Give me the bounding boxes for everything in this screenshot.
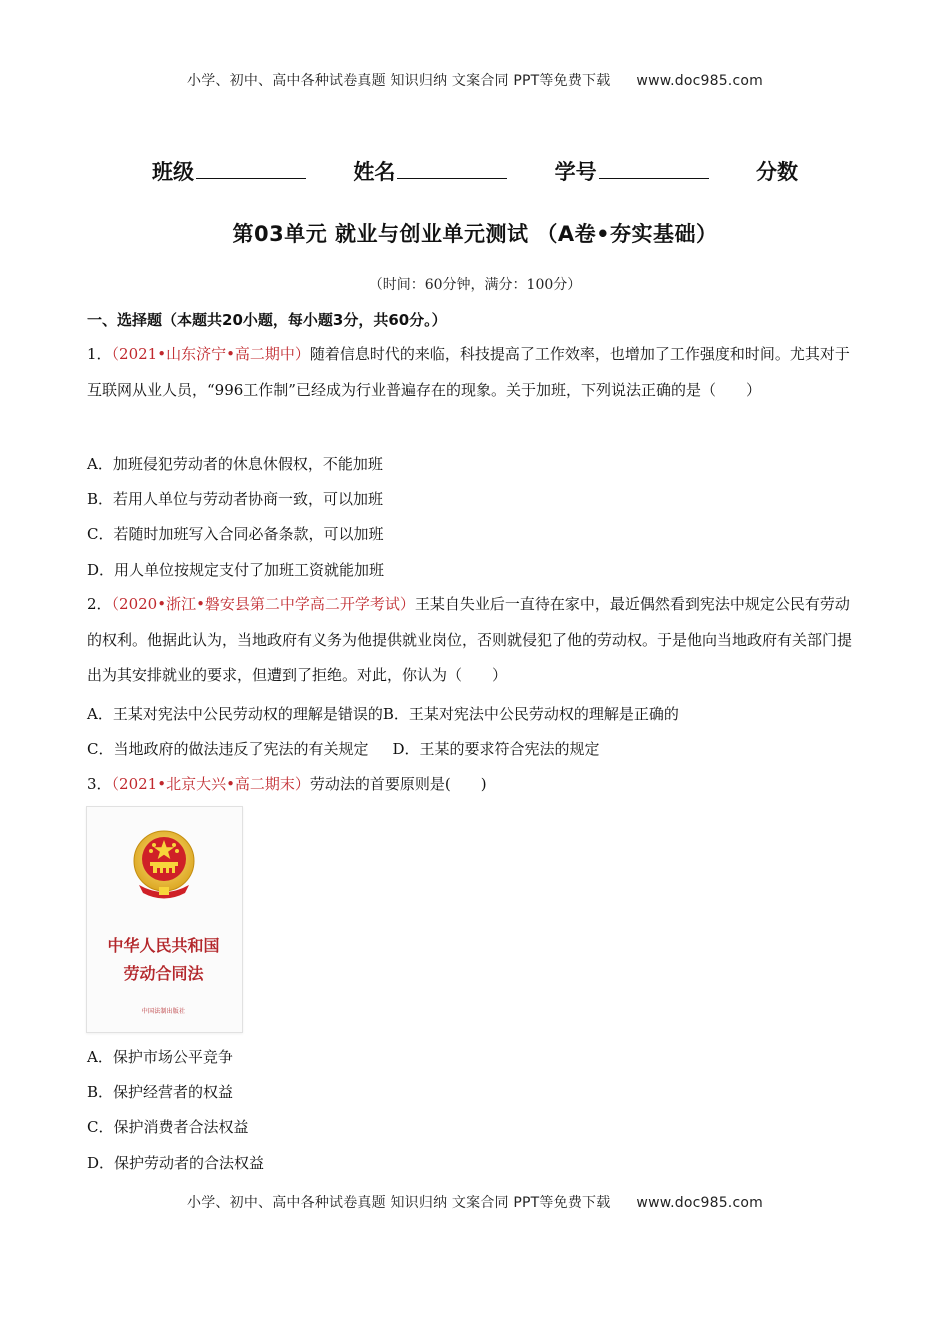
option-3d[interactable]: D．保护劳动者的合法权益 — [87, 1153, 265, 1172]
class-blank[interactable] — [196, 160, 306, 179]
question-1-text: 随着信息时代的来临，科技提高了工作效率，也增加了工作强度和时间。尤其对于互联网从业人员，“996工作制”已经成为行业普遍存在的现象。关于加班，下列说法正确的是（ ） — [87, 345, 850, 399]
national-emblem-icon — [87, 807, 242, 1032]
book-title — [86, 932, 241, 988]
option-2d[interactable]: D．王某的要求符合宪法的规定 — [392, 740, 600, 759]
option-3b[interactable]: B．保护经营者的权益 — [87, 1083, 234, 1102]
question-1-stem — [87, 337, 862, 408]
banner-text-bottom: 小学、初中、高中各种试卷真题 知识归纳 文案合同 PPT等免费下载 — [187, 1195, 611, 1211]
banner-url-bottom[interactable]: www.doc985.com — [636, 1195, 763, 1211]
option-3a[interactable]: A．保护市场公平竞争 — [87, 1048, 233, 1066]
banner-url[interactable]: www.doc985.com — [636, 73, 763, 89]
question-2-options — [87, 697, 862, 767]
name-field[interactable] — [353, 156, 507, 186]
option-3c[interactable]: C．保护消费者合法权益 — [87, 1118, 249, 1137]
option-1c[interactable]: C．若随时加班写入合同必备条款，可以加班 — [87, 525, 384, 544]
id-label: 学号 — [554, 160, 597, 184]
question-3 — [87, 767, 862, 803]
question-3-options — [87, 1040, 862, 1181]
question-2-text: 王某自失业后一直待在家中，最近偶然看到宪法中规定公民有劳动的权利。他据此认为，当地政府有义务为他提供就业岗位，否则就侵犯了他的劳动权。于是他向当地政府有关部门提出为其安排就业的要求，但遭到了拒绝。对此，你认为（ ） — [87, 595, 853, 684]
section-heading: 一、选择题（本题共20小题，每小题3分，共60分。） — [87, 311, 447, 329]
question-1-source: （2021•山东济宁•高二期中） — [111, 345, 310, 363]
option-2c[interactable]: C．当地政府的做法违反了宪法的有关规定 — [87, 740, 369, 759]
question-2-source: （2020•浙江•磐安县第二中学高二开学考试） — [111, 595, 415, 613]
option-row-2cd — [87, 732, 862, 767]
id-blank[interactable] — [599, 160, 709, 179]
question-2-stem — [87, 587, 862, 694]
top-banner — [0, 70, 950, 90]
time-info: （时间：60分钟，满分：100分） — [368, 277, 582, 293]
question-3-number: 3． — [87, 775, 112, 793]
question-1-options — [87, 447, 862, 588]
score-field — [756, 156, 798, 186]
question-3-text: 劳动法的首要原则是( ) — [309, 775, 487, 793]
page-title: 第03单元 就业与创业单元测试 （A卷•夯实基础） — [232, 222, 718, 246]
question-1-number: 1． — [87, 345, 112, 363]
book-title-line-2: 劳动合同法 — [123, 964, 204, 983]
option-1a[interactable]: A．加班侵犯劳动者的休息休假权，不能加班 — [87, 455, 383, 473]
question-2-number: 2． — [87, 595, 112, 613]
book-title-line-1: 中华人民共和国 — [107, 936, 220, 955]
question-1 — [87, 337, 862, 408]
option-2b[interactable]: B．王某对宪法中公民劳动权的理解是正确的 — [382, 705, 679, 723]
score-label: 分数 — [755, 160, 798, 184]
option-2a[interactable]: A．王某对宪法中公民劳动权的理解是错误的 — [87, 705, 383, 723]
bottom-banner — [0, 1192, 950, 1212]
name-label: 姓名 — [353, 160, 396, 184]
class-field[interactable] — [152, 156, 306, 186]
option-row-2ab — [87, 697, 862, 732]
id-field[interactable] — [555, 156, 709, 186]
question-2 — [87, 587, 862, 694]
option-1b[interactable]: B．若用人单位与劳动者协商一致，可以加班 — [87, 490, 384, 509]
option-1d[interactable]: D．用人单位按规定支付了加班工资就能加班 — [87, 560, 385, 579]
banner-text: 小学、初中、高中各种试卷真题 知识归纳 文案合同 PPT等免费下载 — [187, 73, 611, 89]
name-blank[interactable] — [397, 160, 507, 179]
student-info-line — [0, 156, 950, 186]
law-book-cover-image — [86, 806, 243, 1033]
class-label: 班级 — [152, 160, 195, 184]
question-3-source: （2021•北京大兴•高二期末） — [111, 775, 310, 793]
question-3-stem — [87, 767, 862, 803]
book-publisher: 中国法制出版社 — [141, 1008, 186, 1015]
